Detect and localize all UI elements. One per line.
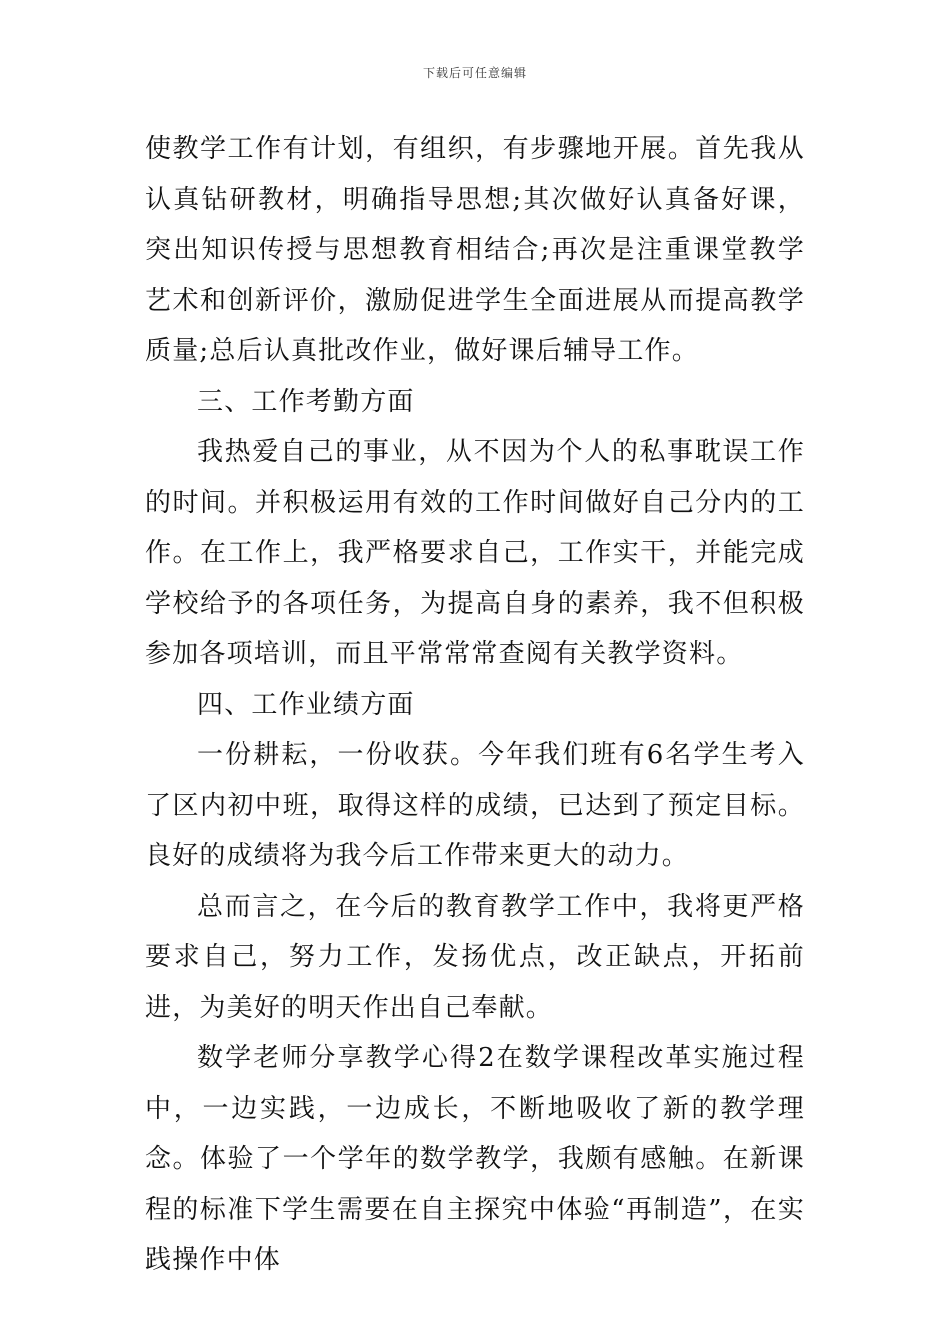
section-heading-attendance: 三、工作考勤方面 [197, 386, 415, 417]
paragraph-continuation: 使教学工作有计划，有组织，有步骤地开展。首先我从认真钻研教材，明确指导思想;其次做好认真备好课，突出知识传授与思想教育相结合;再次是注重课堂教学艺术和创新评价，激励促进学生全面进展从而提高教学质量;总后认真批改作业，做好课后辅导工作。 [145, 134, 805, 366]
page-header: 下载后可任意编辑 [422, 66, 527, 80]
paragraph-achievements: 一份耕耘，一份收获。今年我们班有6名学生考入了区内初中班，取得这样的成绩，已达到了预定目标。良好的成绩将为我今后工作带来更大的动力。 [145, 740, 805, 871]
section-heading-achievements: 四、工作业绩方面 [197, 689, 415, 720]
document-body [145, 124, 805, 1286]
paragraph-math-teaching: 数学老师分享教学心得2在数学课程改革实施过程中，一边实践，一边成长，不断地吸收了新的教学理念。体验了一个学年的数学教学，我颇有感触。在新课程的标准下学生需要在自主探究中体验“再制造”，在实践操作中体 [145, 1043, 805, 1275]
paragraph-attendance: 我热爱自己的事业，从不因为个人的私事耽误工作的时间。并积极运用有效的工作时间做好自己分内的工作。在工作上，我严格要求自己，工作实干，并能完成学校给予的各项任务，为提高自身的素养，我不但积极参加各项培训，而且平常常常查阅有关教学资料。 [145, 437, 805, 669]
paragraph-conclusion: 总而言之，在今后的教育教学工作中，我将更严格要求自己，努力工作，发扬优点，改正缺点，开拓前进，为美好的明天作出自己奉献。 [145, 891, 805, 1023]
